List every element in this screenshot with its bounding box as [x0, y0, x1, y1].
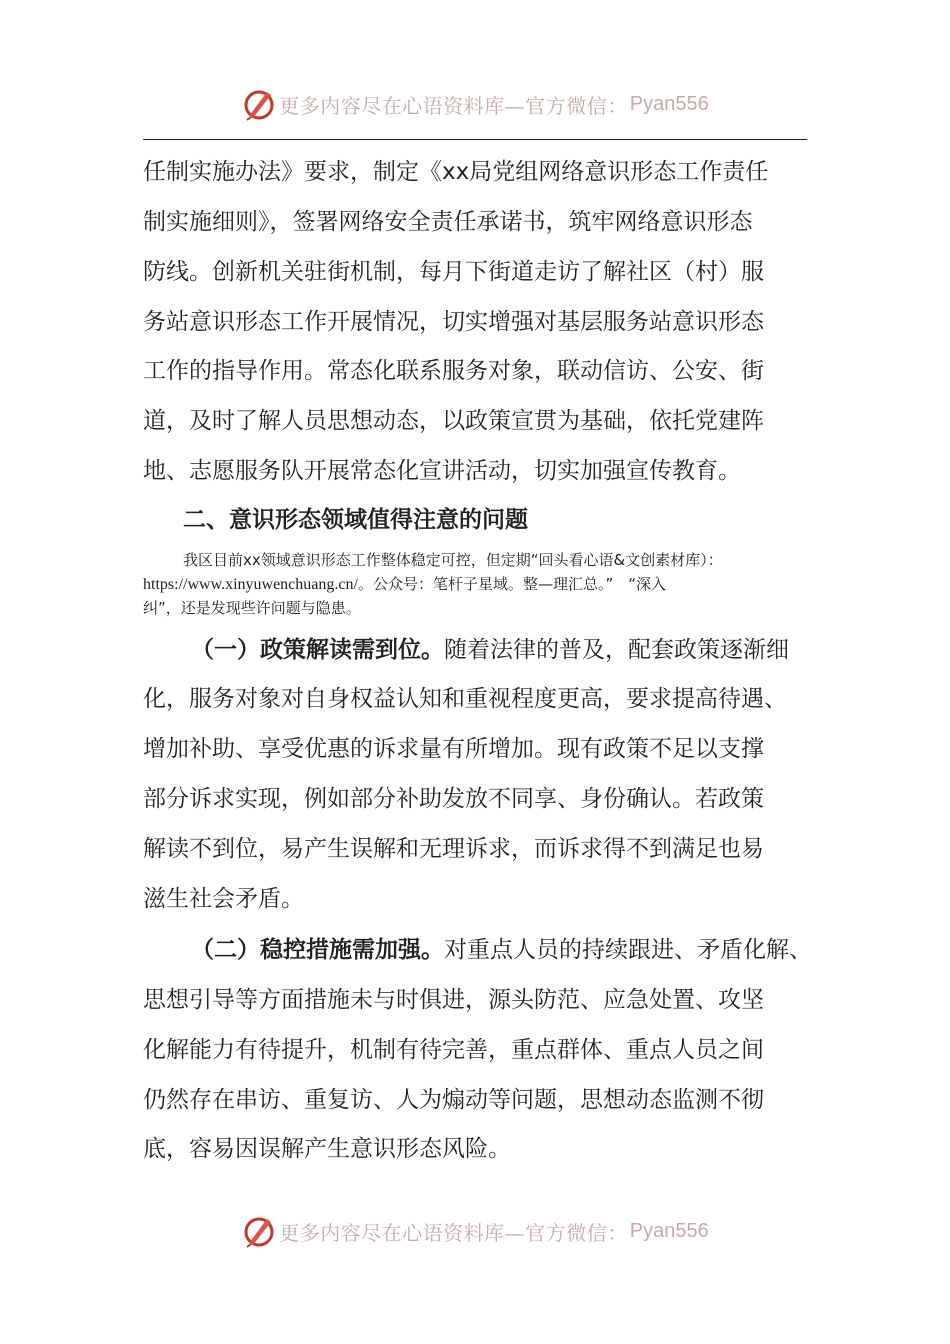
body-line: 解读不到位，易产生误解和无理诉求，而诉求得不到满足也易 [143, 836, 764, 862]
intro-line: 我区目前xx领域意识形态工作整体稳定可控，但定期“回头看心语&文创素材库）： [183, 551, 723, 569]
body-line: 制实施细则》，签署网络安全责任承诺书，筑牢网络意识形态 [143, 209, 753, 235]
body-line: 仍然存在串访、重复访、人为煽动等问题，思想动态监测不彻 [143, 1087, 764, 1113]
watermark-wechat-id: Pyan556 [629, 1219, 709, 1242]
intro-line-2-rest: 。公众号：笔杆子星域。整—理汇总。” “深入 [357, 575, 666, 593]
intro-line-3: 纠”，还是发现些许问题与隐患。 [143, 599, 361, 617]
body-line: 防线。创新机关驻街机制，每月下街道走访了解社区（村）服 [143, 259, 764, 285]
footer-watermark [0, 1211, 950, 1251]
section-2-title: （二）稳控措施需加强。 [191, 937, 444, 963]
section-2-first-line [191, 935, 812, 965]
body-line: 增加补助、享受优惠的诉求量有所增加。现有政策不足以支撑 [143, 736, 764, 762]
section-heading: 二、意识形态领域值得注意的问题 [183, 507, 528, 533]
header-divider [143, 139, 807, 140]
body-line: 务站意识形态工作开展情况，切实增强对基层服务站意识形态 [143, 309, 764, 335]
body-line: 道，及时了解人员思想动态，以政策宣贯为基础，依托党建阵 [143, 408, 764, 434]
section-1-title: （一）政策解读需到位。 [191, 637, 444, 663]
body-line: 滋生社会矛盾。 [143, 886, 304, 912]
section-2-first-text: 对重点人员的持续跟进、矛盾化解、 [444, 937, 812, 963]
intro-line-2 [143, 572, 803, 597]
section-1-first-line [191, 635, 789, 665]
header-watermark [0, 84, 950, 124]
body-line: 部分诉求实现，例如部分补助发放不同享、身份确认。若政策 [143, 786, 764, 812]
section-1-first-text: 随着法律的普及，配套政策逐渐细 [444, 637, 789, 663]
body-line: 底，容易因误解产生意识形态风险。 [143, 1136, 511, 1162]
body-line: 任制实施办法》要求，制定《xx局党组网络意识形态工作责任 [143, 159, 769, 185]
body-line: 地、志愿服务队开展常态化宣讲活动，切实加强宣传教育。 [143, 458, 741, 484]
body-line: 思想引导等方面措施未与时俱进，源头防范、应急处置、攻坚 [143, 987, 764, 1013]
body-line: 化解能力有待提升，机制有待完善，重点群体、重点人员之间 [143, 1037, 764, 1063]
quill-logo-icon [241, 86, 277, 122]
watermark-text: 更多内容尽在心语资料库—官方微信： [279, 1220, 628, 1245]
watermark-text: 更多内容尽在心语资料库—官方微信： [279, 93, 628, 118]
body-line: 化，服务对象对自身权益认知和重视程度更高，要求提高待遇、 [143, 686, 787, 712]
body-line: 工作的指导作用。常态化联系服务对象，联动信访、公安、街 [143, 358, 764, 384]
source-url: https://www.xinyuwenchuang.cn/ [143, 576, 358, 593]
watermark-wechat-id: Pyan556 [629, 92, 709, 115]
quill-logo-icon [241, 1213, 277, 1249]
